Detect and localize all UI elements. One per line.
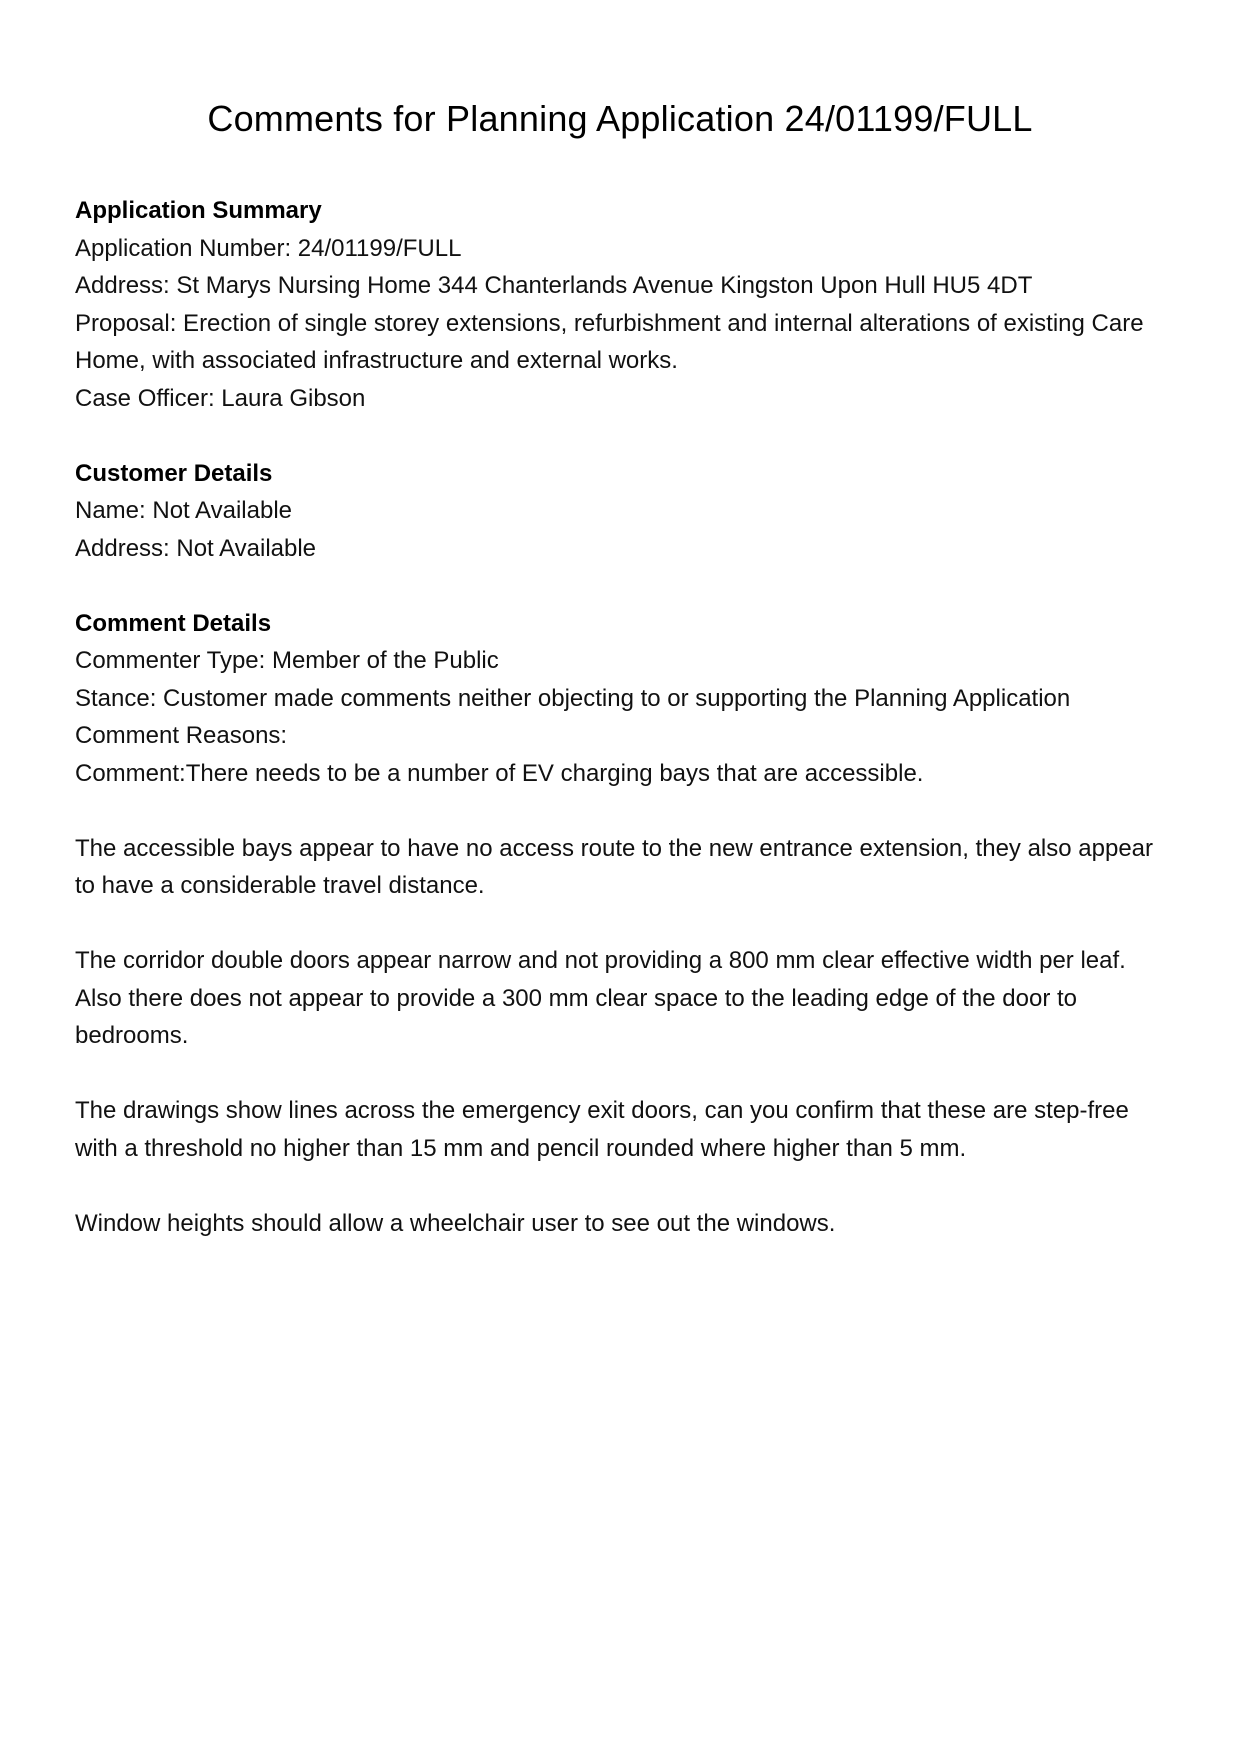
- application-proposal: Proposal: Erection of single storey extensions, refurbishment and internal alterations of existing Care Home, with associated infrastructure and external works.: [75, 309, 1144, 374]
- commenter-type: Commenter Type: Member of the Public: [75, 647, 499, 674]
- comment-paragraph-corridor-doors: The corridor double doors appear narrow and not providing a 800 mm clear effective width per leaf. Also there does not appear to provide a 300 mm clear space to the leading edge of the door to bedrooms.: [75, 947, 1126, 1049]
- customer-address: Address: Not Available: [75, 534, 317, 562]
- comment-paragraph-exit-doors: The drawings show lines across the emergency exit doors, can you confirm that these are step-free with a threshold no higher than 15 mm and pencil rounded where higher than 5 mm.: [75, 1097, 1129, 1162]
- comment-text: Comment:There needs to be a number of EV charging bays that are accessible.: [75, 759, 924, 787]
- application-number: Application Number: 24/01199/FULL: [75, 234, 462, 262]
- comment-stance: Stance: Customer made comments neither objecting to or supporting the Planning Application: [75, 684, 1071, 712]
- application-address: Address: St Marys Nursing Home 344 Chanterlands Avenue Kingston Upon Hull HU5 4DT: [75, 272, 1033, 299]
- comment-paragraph-window-heights: Window heights should allow a wheelchair user to see out the windows.: [75, 1209, 836, 1237]
- comment-reasons: Comment Reasons:: [75, 722, 288, 749]
- comment-details-section: [75, 605, 1165, 1243]
- comment-paragraph-accessible-bays: The accessible bays appear to have no access route to the new entrance extension, they also appear to have a considerable travel distance.: [75, 834, 1154, 899]
- application-summary-heading: Application Summary: [75, 197, 322, 224]
- page-title: Comments for Planning Application 24/01199/FULL: [207, 98, 1033, 139]
- comment-details-heading: Comment Details: [75, 609, 272, 637]
- application-summary-section: [75, 192, 1165, 417]
- case-officer: Case Officer: Laura Gibson: [75, 384, 366, 412]
- customer-details-heading: Customer Details: [75, 459, 273, 487]
- customer-name: Name: Not Available: [75, 497, 293, 524]
- customer-details-section: [75, 455, 1165, 568]
